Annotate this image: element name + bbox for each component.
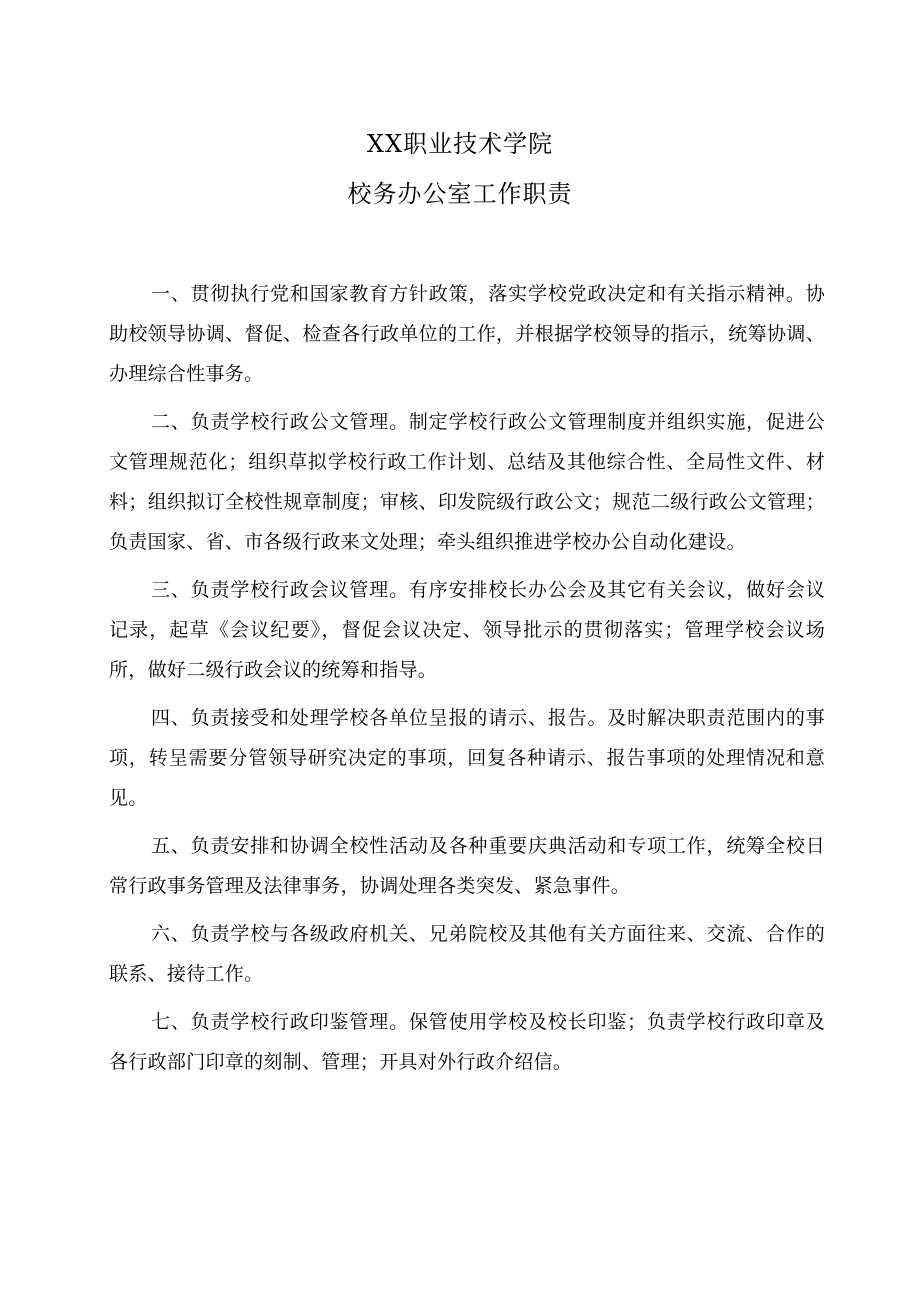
duty-paragraph-2: 二、负责学校行政公文管理。制定学校行政公文管理制度并组织实施，促进公文管理规范化；组织草拟学校行政工作计划、总结及其他综合性、全局性文件、材料；组织拟订全校性规章制度；审核、印发院级行政公文；规范二级行政公文管理；负责国家、省、市各级行政来文处理；牵头组织推进学校办公自动化建设。	[109, 411, 825, 553]
duty-paragraph-3: 三、负责学校行政会议管理。有序安排校长办公会及其它有关会议，做好会议记录，起草《会议纪要》，督促会议决定、领导批示的贯彻落实；管理学校会议场所，做好二级行政会议的统筹和指导。	[109, 579, 825, 681]
document-title-institution: XX职业技术学院	[366, 130, 554, 158]
duty-paragraph-7: 七、负责学校行政印鉴管理。保管使用学校及校长印鉴；负责学校行政印章及各行政部门印章的刻制、管理；开具对外行政介绍信。	[109, 1011, 825, 1073]
document-title-office: 校务办公室工作职责	[347, 180, 573, 208]
duty-paragraph-6: 六、负责学校与各级政府机关、兄弟院校及其他有关方面往来、交流、合作的联系、接待工作。	[109, 923, 825, 985]
duty-paragraph-5: 五、负责安排和协调全校性活动及各种重要庆典活动和专项工作，统筹全校日常行政事务管理及法律事务，协调处理各类突发、紧急事件。	[109, 835, 825, 897]
duty-paragraph-1: 一、贯彻执行党和国家教育方针政策，落实学校党政决定和有关指示精神。协助校领导协调、督促、检查各行政单位的工作，并根据学校领导的指示，统筹协调、办理综合性事务。	[109, 283, 825, 385]
document-body	[109, 274, 825, 1090]
duty-paragraph-4: 四、负责接受和处理学校各单位呈报的请示、报告。及时解决职责范围内的事项，转呈需要分管领导研究决定的事项，回复各种请示、报告事项的处理情况和意见。	[109, 707, 825, 809]
